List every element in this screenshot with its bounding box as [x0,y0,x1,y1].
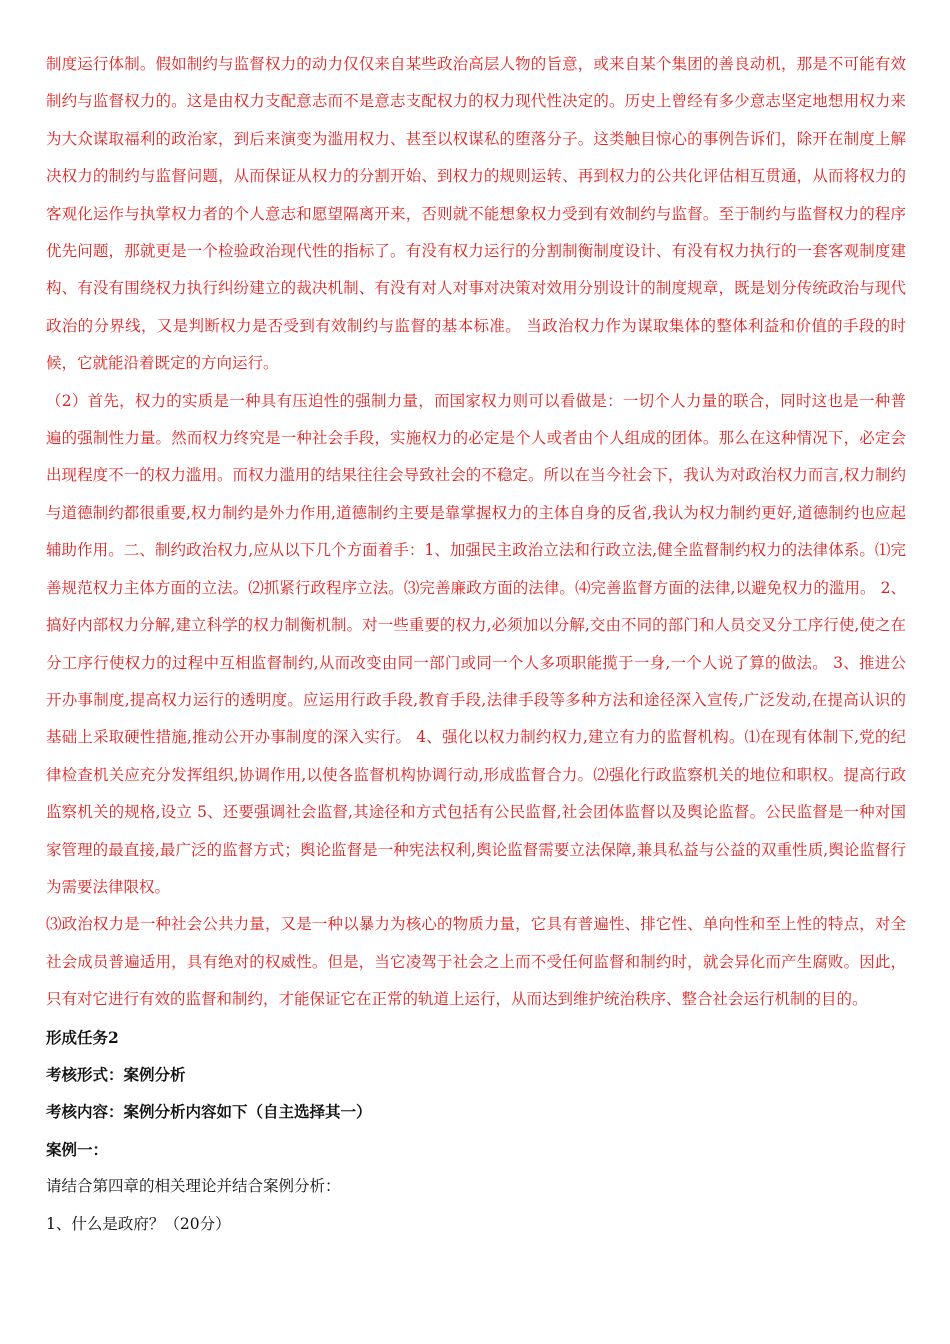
task-heading: 形成任务2 [46,1027,119,1047]
question-1: 1、什么是政府？（20分） [46,1214,231,1233]
document-page [46,46,906,1243]
assessment-content: 考核内容：案例分析内容如下（自主选择其一） [46,1102,372,1122]
answer-paragraph-2: （2）首先，权力的实质是一种具有压迫性的强制力量，而国家权力则可以看做是：一切个人力量的联合，同时这也是一种普遍的强制性力量。然而权力终究是一种社会手段，实施权力的必定是个人或者由个人组成的团体。那么在这种情况下，必定会出现程度不一的权力滥用。而权力滥用的结果往往会导致社会的不稳定。所以在当今社会下，我认为对政治权力而言,权力制约与道德制约都很重要,权力制约是外力作用,道德制约主要是靠掌握权力的主体自身的反省,我认为权力制约更好,道德制约也应起辅助作用。二、制约政治权力,应从以下几个方面着手：1、加强民主政治立法和行政立法,健全监督制约权力的法律体系。⑴完善规范权力主体方面的立法。⑵抓紧行政程序立法。⑶完善廉政方面的法律。⑷完善监督方面的法律,以避免权力的滥用。 2、搞好内部权力分解,建立科学的权力制衡机制。对一些重要的权力,必须加以分解,交由不同的部门和人员交叉分工序行使,使之在分工序行使权力的过程中互相监督制约,从而改变由同一部门或同一个人多项职能揽于一身,一个人说了算的做法。 3、推进公开办事制度,提高权力运行的透明度。应运用行政手段,教育手段,法律手段等多种方法和途径深入宣传,广泛发动,在提高认识的基础上采取硬性措施,推动公开办事制度的深入实行。 4、强化以权力制约权力,建立有力的监督机构。⑴在现有体制下,党的纪律检查机关应充分发挥组织,协调作用,以使各监督机构协调行动,形成监督合力。⑵强化行政监察机关的地位和职权。提高行政监察机关的规格,设立 5、还要强调社会监督,其途径和方式包括有公民监督,社会团体监督以及舆论监督。公民监督是一种对国家管理的最直接,最广泛的监督方式；舆论监督是一种宪法权利,舆论监督需要立法保障,兼具私益与公益的双重性质,舆论监督行为需要法律限权。 [46,391,906,896]
answer-paragraph-1: 制度运行体制。假如制约与监督权力的动力仅仅来自某些政治高层人物的旨意，或来自某个集团的善良动机，那是不可能有效制约与监督权力的。这是由权力支配意志而不是意志支配权力的权力现代性决定的。历史上曾经有多少意志坚定地想用权力来为大众谋取福利的政治家，到后来演变为滥用权力、甚至以权谋私的堕落分子。这类触目惊心的事例告诉们，除开在制度上解决权力的制约与监督问题，从而保证从权力的分割开始、到权力的规则运转、再到权力的公共化评估相互贯通，从而将权力的客观化运作与执掌权力者的个人意志和愿望隔离开来，否则就不能想象权力受到有效制约与监督。至于制约与监督权力的程序优先问题，那就更是一个检验政治现代性的指标了。有没有权力运行的分割制衡制度设计、有没有权力执行的一套客观制度建构、有没有围绕权力执行纠纷建立的裁决机制、有没有对人对事对决策对效用分别设计的制度规章，既是划分传统政治与现代政治的分界线，又是判断权力是否受到有效制约与监督的基本标准。 当政治权力作为谋取集体的整体利益和价值的手段的时候，它就能沿着既定的方向运行。 [46,55,906,373]
case-instruction: 请结合第四章的相关理论并结合案例分析： [46,1177,341,1196]
answer-paragraph-3: ⑶政治权力是一种社会公共力量，又是一种以暴力为核心的物质力量，它具有普遍性、排它性、单向性和至上性的特点，对全社会成员普遍适用，具有绝对的权威性。但是，当它凌驾于社会之上而不受任何监督和制约时，就会异化而产生腐败。因此，只有对它进行有效的监督和制约，才能保证它在正常的轨道上运行，从而达到维护统治秩序、整合社会运行机制的目的。 [46,915,906,1009]
assessment-form: 考核形式：案例分析 [46,1064,186,1084]
case-heading: 案例一： [46,1139,109,1159]
